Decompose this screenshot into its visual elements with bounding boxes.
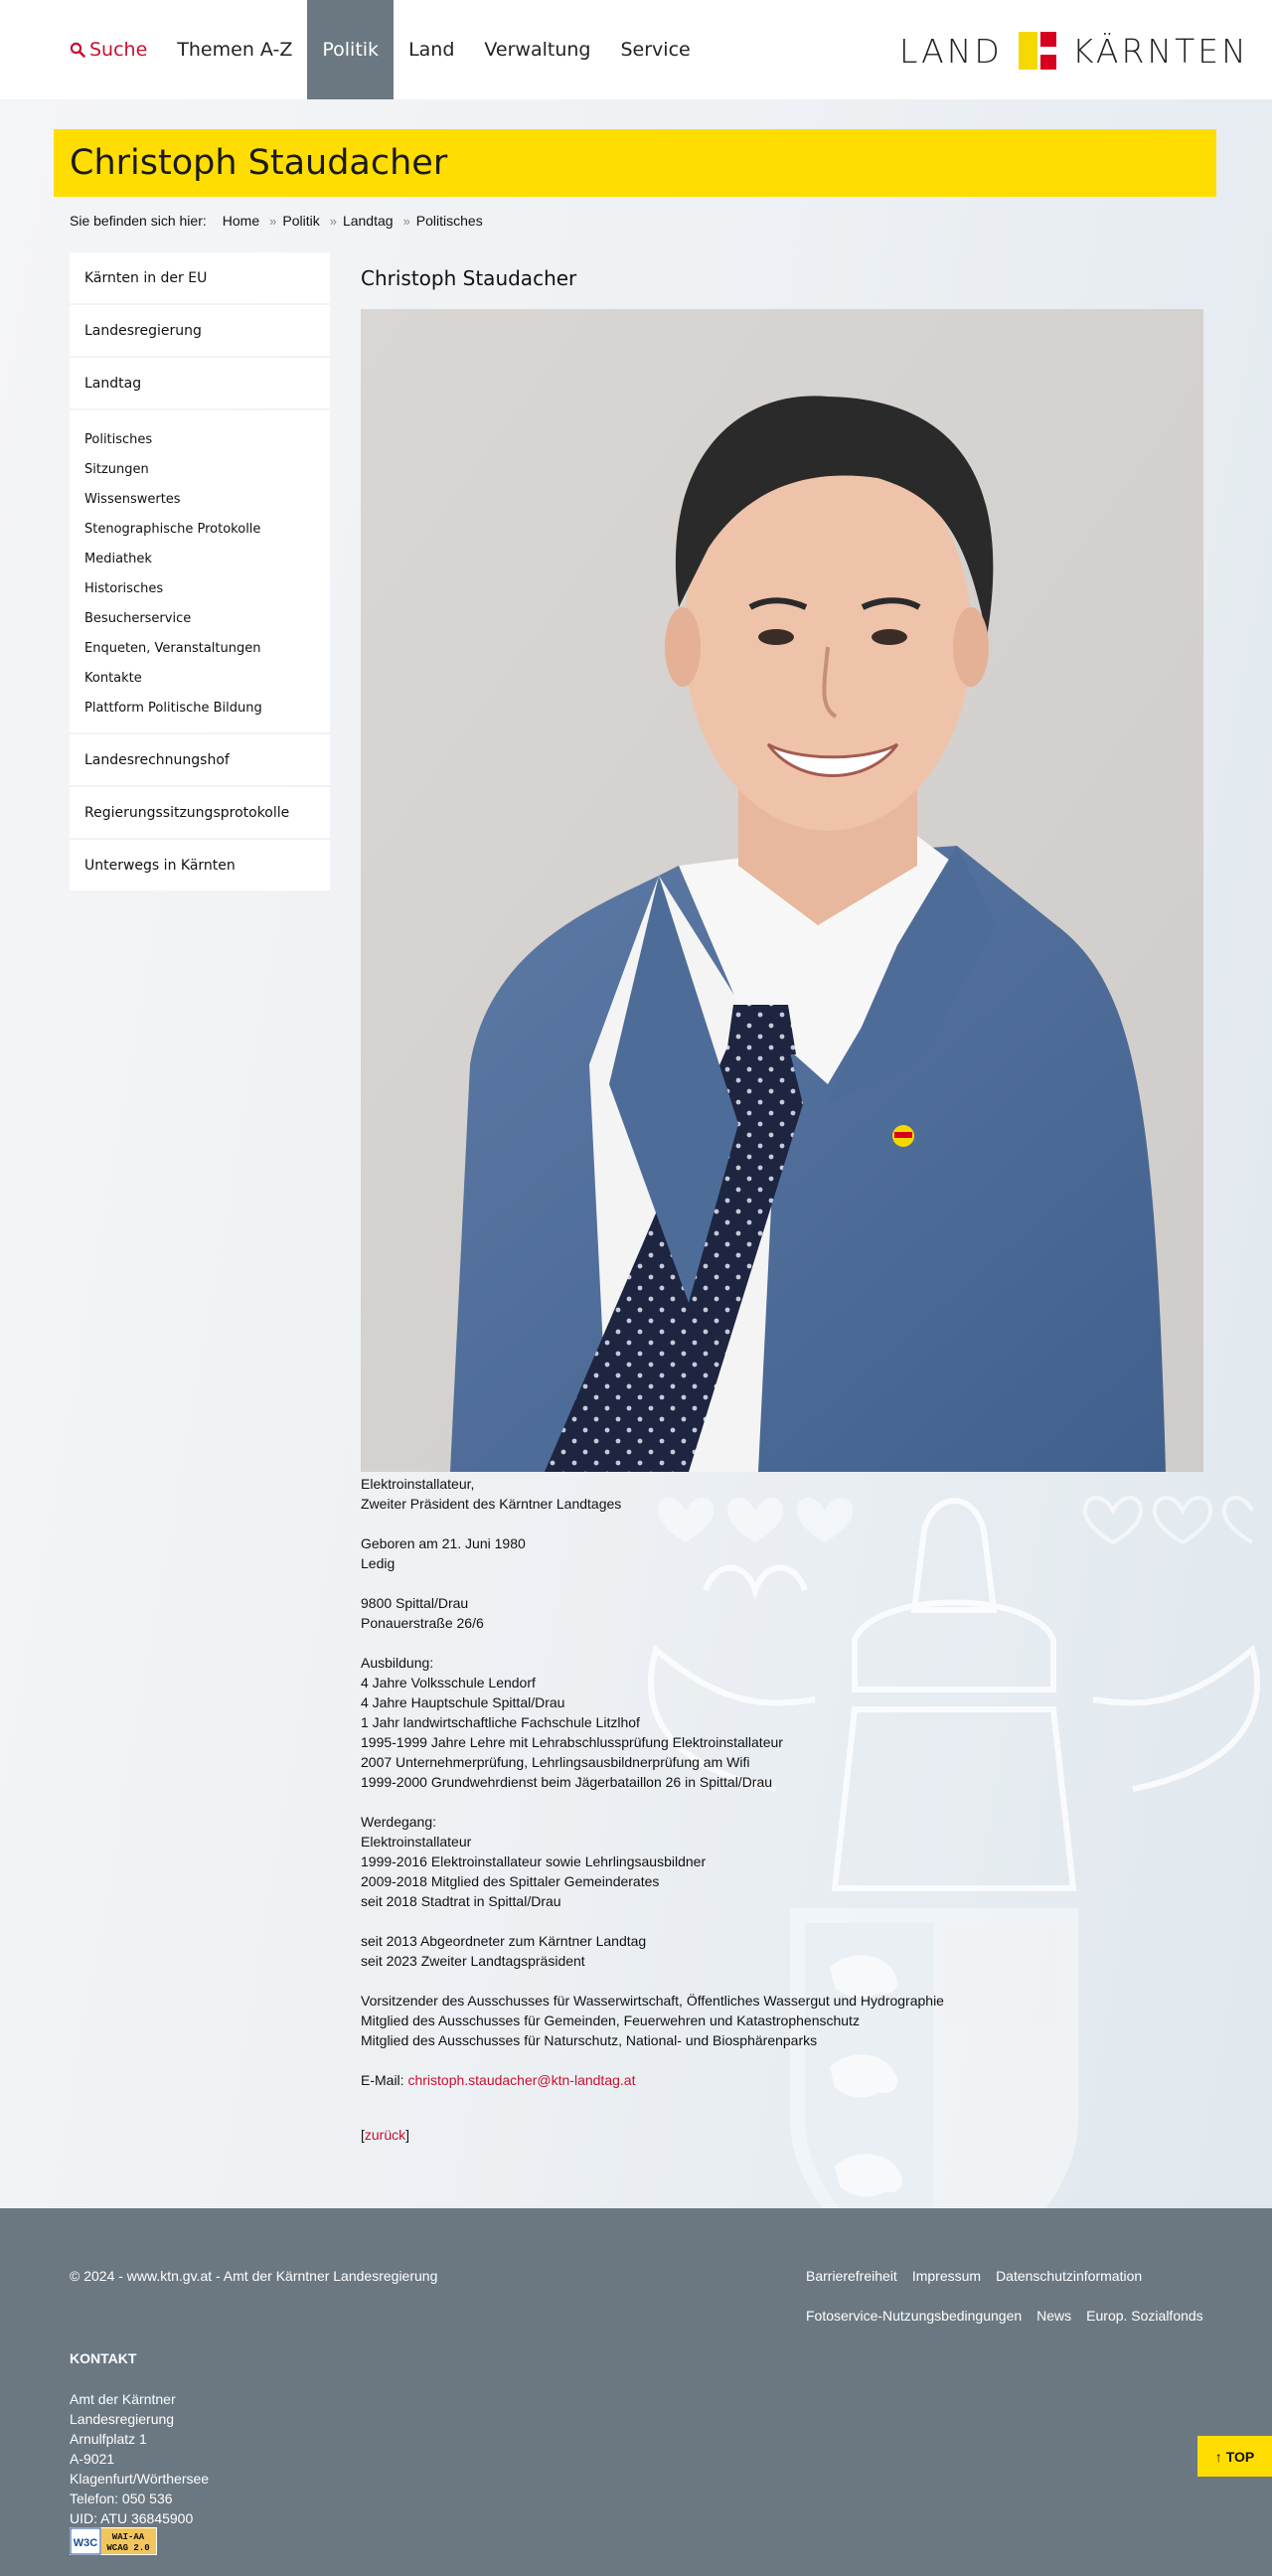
sidebar-subitem-mediathek[interactable]: Mediathek — [84, 551, 152, 566]
sidebar-subitem-sitzungen[interactable]: Sitzungen — [84, 461, 149, 477]
sidebar-subitem-politisches[interactable]: Politisches — [84, 431, 153, 447]
logo-flag-icon — [1019, 32, 1056, 70]
chevron-right-icon: » — [329, 213, 337, 229]
breadcrumb-label: Sie befinden sich hier: — [70, 213, 207, 229]
footer-link-fotoservice[interactable]: Fotoservice-Nutzungsbedingungen — [806, 2308, 1023, 2324]
sidebar-subitem-enqueten[interactable]: Enqueten, Veranstaltungen — [84, 640, 261, 656]
bio-line: Ausbildung: — [361, 1655, 434, 1671]
sidebar-item-unterwegs[interactable]: Unterwegs in Kärnten — [70, 840, 330, 890]
back-bracket-open: [ — [361, 2127, 365, 2143]
content-area — [361, 252, 1203, 2143]
copyright: © 2024 - www.ktn.gv.at - Amt der Kärntner Landesregierung — [70, 2268, 438, 2284]
bio-line: seit 2018 Stadtrat in Spittal/Drau — [361, 1893, 561, 1909]
nav-search-label: Suche — [89, 39, 148, 61]
sidebar-subitem-wissenswertes[interactable]: Wissenswertes — [84, 491, 181, 507]
bio-line: seit 2013 Abgeordneter zum Kärntner Landtag — [361, 1933, 647, 1949]
nav-themen[interactable]: Themen A-Z — [177, 39, 293, 61]
nav-service[interactable]: Service — [620, 39, 691, 61]
footer-link-impressum[interactable]: Impressum — [911, 2268, 982, 2284]
nav-land[interactable]: Land — [408, 39, 455, 61]
content-heading: Christoph Staudacher — [361, 266, 577, 290]
email-link[interactable]: christoph.staudacher@ktn-landtag.at — [407, 2072, 636, 2088]
bio-line: Mitglied des Ausschusses für Gemeinden, Feuerwehren und Katastrophenschutz — [361, 2012, 860, 2028]
bio-line: 4 Jahre Volksschule Lendorf — [361, 1675, 536, 1690]
logo-text-left: LAND — [899, 31, 1003, 71]
breadcrumb-home[interactable]: Home — [222, 213, 260, 229]
sidebar-subitem-historisches[interactable]: Historisches — [84, 580, 164, 596]
sidebar-item-landesrechnungshof[interactable]: Landesrechnungshof — [70, 734, 330, 785]
kontakt-line: Landesregierung — [70, 2411, 175, 2427]
email-line — [361, 2070, 1203, 2090]
back-to-top-button[interactable] — [1197, 2436, 1272, 2477]
bio-line: 1999-2016 Elektroinstallateur sowie Lehrlingsausbildner — [361, 1853, 707, 1869]
sidebar-subitem-besucherservice[interactable]: Besucherservice — [84, 610, 192, 626]
footer-links-row2 — [806, 2308, 1223, 2347]
breadcrumb-politik[interactable]: Politik — [282, 213, 320, 229]
badge-wcag-text: WCAG 2.0 — [106, 2543, 150, 2553]
search-icon — [70, 42, 85, 58]
bio-line: Ledig — [361, 1555, 396, 1571]
sidebar-item-landesregierung[interactable]: Landesregierung — [70, 305, 330, 356]
breadcrumb-landtag[interactable]: Landtag — [342, 213, 394, 229]
bio-line: Elektroinstallateur — [361, 1834, 472, 1850]
bio-line: Vorsitzender des Ausschusses für Wasserwirtschaft, Öffentliches Wassergut und Hydrographie — [361, 1993, 944, 2009]
bio-line: 9800 Spittal/Drau — [361, 1595, 469, 1611]
nav-politik[interactable]: Politik — [307, 0, 394, 99]
page-title-bar — [54, 129, 1216, 197]
site-logo[interactable] — [899, 32, 1249, 70]
bio-line: 2007 Unternehmerprüfung, Lehrlingsausbildnerprüfung am Wifi — [361, 1754, 750, 1770]
main-nav — [56, 0, 706, 99]
top-button-label: TOP — [1225, 2448, 1255, 2465]
footer-link-datenschutz[interactable]: Datenschutzinformation — [996, 2268, 1143, 2284]
kontakt-line: Klagenfurt/Wörthersee — [70, 2471, 210, 2487]
bio-line: Mitglied des Ausschusses für Naturschutz, National- und Biosphärenparks — [361, 2032, 818, 2048]
footer-link-news[interactable]: News — [1036, 2308, 1072, 2324]
logo-text-right: KÄRNTEN — [1071, 31, 1249, 71]
back-link[interactable]: zurück — [364, 2127, 406, 2143]
biography — [361, 1474, 1203, 2090]
bio-line: 4 Jahre Hauptschule Spittal/Drau — [361, 1694, 565, 1710]
bio-line: 1995-1999 Jahre Lehre mit Lehrabschlussprüfung Elektroinstallateur — [361, 1734, 783, 1750]
footer-link-esf[interactable]: Europ. Sozialfonds — [1086, 2308, 1203, 2324]
kontakt-address — [70, 2389, 209, 2528]
bio-line: Zweiter Präsident des Kärntner Landtages — [361, 1496, 622, 1512]
sidebar-item-kaernten-eu[interactable]: Kärnten in der EU — [70, 252, 330, 303]
bio-line: Geboren am 21. Juni 1980 — [361, 1535, 526, 1551]
sidebar-submenu-landtag — [70, 410, 330, 732]
person-portrait-icon — [361, 309, 1203, 1472]
footer-links-row1 — [806, 2268, 1223, 2308]
wcag-badge-icon[interactable] — [70, 2527, 157, 2555]
breadcrumb-politisches[interactable]: Politisches — [415, 213, 483, 229]
site-header — [0, 0, 1272, 99]
kontakt-line: UID: ATU 36845900 — [70, 2510, 194, 2526]
email-label: E-Mail: — [361, 2072, 404, 2088]
chevron-right-icon: » — [269, 213, 277, 229]
kontakt-line: Amt der Kärntner — [70, 2391, 176, 2407]
arrow-up-icon: ↑ — [1214, 2448, 1222, 2465]
kontakt-line: Telefon: 050 536 — [70, 2491, 173, 2506]
nav-search[interactable] — [56, 0, 162, 99]
sidebar-subitem-protokolle[interactable]: Stenographische Protokolle — [84, 521, 261, 537]
bio-line: 1999-2000 Grundwehrdienst beim Jägerbataillon 26 in Spittal/Drau — [361, 1774, 773, 1790]
sidebar-subitem-bildung[interactable]: Plattform Politische Bildung — [84, 700, 262, 716]
back-bracket-close: ] — [405, 2127, 410, 2143]
sidebar-item-regierungssitzungsprotokolle[interactable]: Regierungssitzungsprotokolle — [70, 787, 330, 838]
footer-link-barrierefreiheit[interactable]: Barrierefreiheit — [806, 2268, 897, 2284]
bio-line: seit 2023 Zweiter Landtagspräsident — [361, 1953, 585, 1969]
kontakt-line: Arnulfplatz 1 — [70, 2431, 147, 2447]
kontakt-heading: KONTAKT — [70, 2350, 137, 2366]
breadcrumb — [70, 213, 483, 229]
nav-verwaltung[interactable]: Verwaltung — [484, 39, 591, 61]
bio-line: 1 Jahr landwirtschaftliche Fachschule Litzlhof — [361, 1714, 640, 1730]
bio-line: Elektroinstallateur, — [361, 1476, 475, 1492]
sidebar-nav — [70, 252, 330, 892]
kontakt-line: A-9021 — [70, 2451, 115, 2467]
sidebar-subitem-kontakte[interactable]: Kontakte — [84, 670, 142, 686]
portrait-photo — [361, 309, 1203, 1472]
back-link-wrapper — [361, 2127, 409, 2143]
sidebar-item-landtag[interactable]: Landtag — [70, 358, 330, 408]
badge-level-text: WAI-AA — [111, 2532, 145, 2542]
chevron-right-icon: » — [402, 213, 410, 229]
badge-w3c-text: W3C — [73, 2537, 98, 2549]
bio-line: Ponauerstraße 26/6 — [361, 1615, 484, 1631]
bio-line: Werdegang: — [361, 1814, 437, 1830]
site-footer — [0, 2208, 1272, 2576]
bio-line: 2009-2018 Mitglied des Spittaler Gemeinderates — [361, 1873, 660, 1889]
page-title: Christoph Staudacher — [70, 143, 448, 183]
